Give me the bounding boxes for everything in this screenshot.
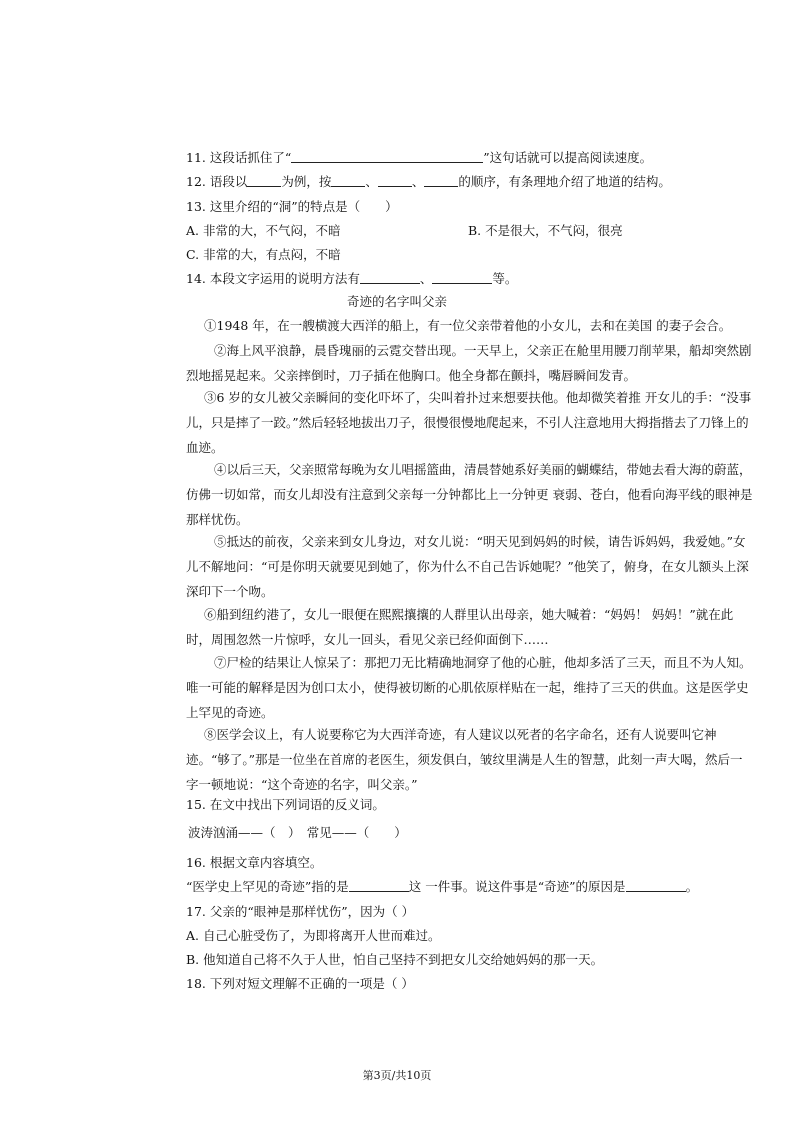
question-17-option-b[interactable]: B. 他知道自己将不久于人世，怕自己坚持不到把女儿交给她妈妈的那一天。 — [186, 952, 604, 967]
question-13-option-a[interactable]: A. 非常的大，不气闷，不暗 — [186, 223, 341, 238]
question-13-option-b[interactable]: B. 不是很大，不气闷，很亮 — [468, 223, 623, 238]
q16-blank-2[interactable] — [626, 879, 686, 892]
question-14 — [186, 271, 517, 287]
question-16-fill — [186, 879, 698, 895]
q12-text-c: 、 — [365, 174, 378, 189]
question-17-option-a[interactable]: A. 自己心脏受伤了，为即将离开人世而难过。 — [186, 928, 441, 943]
story-paragraph-4: ④以后三天，父亲照常每晚为女儿唱摇篮曲，清晨替她系好美丽的蝴蝶结，带她去看大海的蔚蓝，仿佛一切如常，而女儿却没有注意到父亲每一分钟都比上一分钟更 衰弱、苍白，他看向海平线的眼神是那样忧伤。 — [186, 462, 753, 527]
question-12 — [186, 174, 671, 190]
story-paragraph-6: ⑥船到纽约港了，女儿一眼便在熙熙攘攘的人群里认出母亲，她大喊着：“妈妈！ 妈妈！”就在此时，周围忽然一片惊呼，女儿一回头，看见父亲已经仰面倒下…… — [186, 607, 734, 647]
q14-text-b: 、 — [419, 271, 433, 286]
q12-text-e: 的顺序，有条理地介绍了地道的结构。 — [458, 174, 671, 189]
q12-blank-2[interactable] — [331, 174, 365, 187]
story-paragraph-3: ③6 岁的女儿被父亲瞬间的变化吓坏了，尖叫着扑过来想要扶他。他却微笑着推 开女儿的手：“没事儿，只是摔了一跤。”然后轻轻地拔出刀子，很慢很慢地爬起来，不引人注意地用大拇指揩去了刀锋上的血迹。 — [186, 390, 752, 455]
question-17-stem: 17. 父亲的“眼神是那样忧伤”，因为（ ） — [186, 904, 415, 919]
question-15-stem: 15. 在文中找出下列词语的反义词。 — [186, 797, 385, 812]
q14-text-c: 等。 — [492, 271, 518, 286]
story-paragraph-7: ⑦尸检的结果让人惊呆了：那把刀无比精确地洞穿了他的心脏，他却多活了三天，而且不为人知。唯一可能的解释是因为创口太小，使得被切断的心肌依原样贴在一起，维持了三天的供血。这是医学史上罕见的奇迹。 — [186, 655, 752, 720]
q12-blank-1[interactable] — [247, 174, 281, 187]
story-paragraph-8: ⑧医学会议上，有人说要称它为大西洋奇迹，有人建议以死者的名字命名，还有人说要叫它神迹。“够了。”那是一位坐在首席的老医生，须发俱白，皱纹里满是人生的智慧，此刻一声大喝，然后一字一顿地说：“这个奇迹的名字，叫父亲。” — [186, 727, 743, 792]
q12-text-d: 、 — [411, 174, 425, 189]
question-13-option-c[interactable]: C. 非常的大，有点闷，不暗 — [186, 247, 341, 262]
q16-text-c: 。 — [685, 879, 699, 894]
q11-text-post: ”这句话就可以提高阅读速度。 — [483, 150, 653, 165]
q16-blank-1[interactable] — [349, 879, 409, 892]
q14-text-a: 14. 本段文字运用的说明方法有 — [186, 271, 360, 286]
q14-blank-2[interactable] — [432, 271, 492, 284]
story-paragraph-1: ①1948 年，在一艘横渡大西洋的船上，有一位父亲带着他的小女儿，去和在美国 的妻子会合。 — [204, 318, 732, 333]
story-paragraph-5: ⑤抵达的前夜，父亲来到女儿身边，对女儿说：“明天见到妈妈的时候，请告诉妈妈，我爱她。”女儿不解地问：“可是你明天就要见到她了，你为什么不自己告诉她呢？”他笑了，俯身，在女儿额头上深深印下一个吻。 — [186, 534, 749, 599]
story-title: 奇迹的名字叫父亲 — [346, 294, 447, 309]
question-11 — [186, 150, 652, 166]
q11-text-pre: 11. 这段话抓住了“ — [186, 150, 292, 165]
question-13-stem: 13. 这里介绍的“洞”的特点是（ ） — [186, 199, 398, 214]
q12-text-a: 12. 语段以 — [186, 174, 248, 189]
q16-text-a: “医学史上罕见的奇迹”指的是 — [186, 879, 349, 894]
page-footer: 第3页/共10页 — [362, 1069, 432, 1082]
question-16-stem: 16. 根据文章内容填空。 — [186, 855, 323, 870]
story-paragraph-2: ②海上风平浪静，晨昏瑰丽的云霓交替出现。一天早上，父亲正在舱里用腰刀削苹果，船却突然剧烈地摇晃起来。父亲摔倒时，刀子插在他胸口。他全身都在颤抖，嘴唇瞬间发青。 — [186, 343, 752, 383]
q16-text-b: 这 一件事。说这件事是“奇迹”的原因是 — [408, 879, 626, 894]
question-15-items[interactable]: 波涛汹涌——（ ） 常见——（ ） — [188, 825, 407, 840]
question-18-stem: 18. 下列对短文理解不正确的一项是（ ） — [186, 976, 414, 991]
q12-blank-3[interactable] — [378, 174, 412, 187]
q11-blank[interactable] — [291, 150, 483, 163]
q12-text-b: 为例，按 — [281, 174, 332, 189]
q12-blank-4[interactable] — [424, 174, 458, 187]
q14-blank-1[interactable] — [360, 271, 420, 284]
